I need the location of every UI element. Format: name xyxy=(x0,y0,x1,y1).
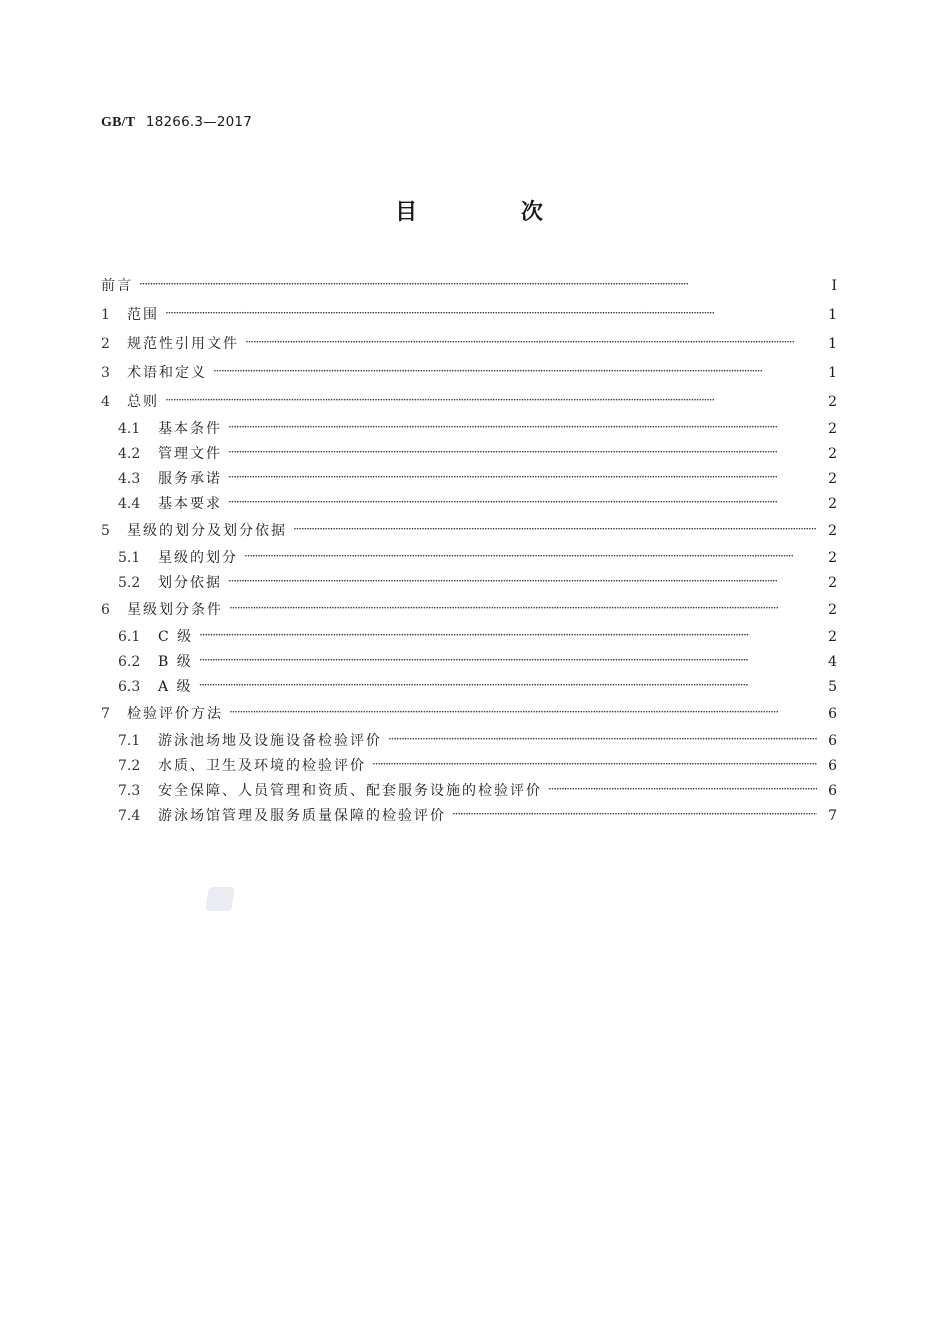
toc-entry-label: 星级的划分 xyxy=(158,550,238,566)
toc-entry-page: 2 xyxy=(828,496,837,512)
toc-entry-number: 4.1 xyxy=(118,421,141,437)
toc-leader-dots xyxy=(244,544,817,569)
toc-entry-page: Ⅰ xyxy=(831,278,837,294)
toc-entry-page: 1 xyxy=(828,365,837,381)
toc-leader-dots xyxy=(293,515,817,544)
toc-entry[interactable] xyxy=(101,729,837,754)
toc-entry-page: 6 xyxy=(828,733,837,749)
toc-leader-dots xyxy=(229,594,817,623)
toc-entry-label: 规范性引用文件 xyxy=(127,336,239,352)
toc-title: 目 次 xyxy=(395,200,591,225)
toc-leader-dots xyxy=(228,440,817,465)
standard-code-prefix: GB/T xyxy=(101,115,136,130)
toc-entry-page: 6 xyxy=(828,758,837,774)
watermark-logo xyxy=(205,887,234,911)
toc-entry[interactable] xyxy=(101,779,837,804)
toc-entry[interactable] xyxy=(101,650,837,675)
toc-leader-dots xyxy=(228,415,817,440)
toc-entry-number: 3 xyxy=(101,365,110,381)
toc-leader-dots xyxy=(228,465,817,490)
toc-entry-label: 游泳场馆管理及服务质量保障的检验评价 xyxy=(158,808,446,824)
toc-entry-number: 4 xyxy=(101,394,110,410)
table-of-contents xyxy=(101,272,837,829)
toc-leader-dots xyxy=(199,673,817,698)
toc-entry-label: 范围 xyxy=(127,307,159,323)
toc-leader-dots xyxy=(388,727,817,752)
toc-entry-page: 2 xyxy=(828,550,837,566)
toc-entry[interactable] xyxy=(101,754,837,779)
toc-entry-page: 1 xyxy=(828,307,837,323)
toc-leader-dots xyxy=(452,802,817,827)
toc-entry-label: 基本要求 xyxy=(158,496,222,512)
toc-entry-label: 划分依据 xyxy=(158,575,222,591)
toc-entry-number: 2 xyxy=(101,336,110,352)
toc-entry[interactable] xyxy=(101,359,837,388)
toc-entry[interactable] xyxy=(101,492,837,517)
toc-entry-page: 2 xyxy=(828,629,837,645)
toc-entry-page: 6 xyxy=(828,706,837,722)
toc-entry[interactable] xyxy=(101,625,837,650)
toc-entry-label: 基本条件 xyxy=(158,421,222,437)
toc-entry-label: 水质、卫生及环境的检验评价 xyxy=(158,758,366,774)
toc-leader-dots xyxy=(199,623,817,648)
toc-entry[interactable] xyxy=(101,442,837,467)
toc-entry[interactable] xyxy=(101,571,837,596)
toc-entry[interactable] xyxy=(101,675,837,700)
standard-code xyxy=(101,114,252,131)
toc-entry-page: 2 xyxy=(828,602,837,618)
toc-entry-page: 5 xyxy=(828,679,837,695)
toc-entry[interactable] xyxy=(101,388,837,417)
toc-entry-label: 游泳池场地及设施设备检验评价 xyxy=(158,733,382,749)
toc-entry-label: 安全保障、人员管理和资质、配套服务设施的检验评价 xyxy=(158,783,542,799)
toc-entry-label: 服务承诺 xyxy=(158,471,222,487)
toc-entry-label: A 级 xyxy=(158,679,193,695)
toc-leader-dots xyxy=(213,357,817,386)
standard-code-number: 18266.3—2017 xyxy=(145,114,253,130)
toc-entry-number: 6 xyxy=(101,602,110,618)
toc-entry[interactable] xyxy=(101,517,837,546)
toc-entry-label: 总则 xyxy=(127,394,159,410)
toc-leader-dots xyxy=(165,386,817,415)
toc-leader-dots xyxy=(548,777,817,802)
toc-entry[interactable] xyxy=(101,804,837,829)
toc-entry[interactable] xyxy=(101,596,837,625)
toc-leader-dots xyxy=(228,490,817,515)
toc-entry[interactable] xyxy=(101,301,837,330)
toc-leader-dots xyxy=(229,698,817,727)
toc-entry-page: 7 xyxy=(828,808,837,824)
toc-leader-dots xyxy=(228,569,817,594)
toc-entry-number: 6.3 xyxy=(118,679,141,695)
toc-entry-label: 前言 xyxy=(101,278,133,294)
toc-entry-label: 星级划分条件 xyxy=(127,602,223,618)
toc-entry-number: 4.4 xyxy=(118,496,141,512)
toc-entry[interactable] xyxy=(101,546,837,571)
toc-entry-label: C 级 xyxy=(158,629,194,645)
toc-entry-number: 7.3 xyxy=(118,783,141,799)
toc-entry-number: 5.2 xyxy=(118,575,141,591)
toc-entry[interactable] xyxy=(101,417,837,442)
toc-entry-page: 2 xyxy=(828,471,837,487)
toc-entry-page: 2 xyxy=(828,446,837,462)
toc-entry-number: 1 xyxy=(101,307,110,323)
toc-leader-dots xyxy=(199,648,817,673)
toc-entry[interactable] xyxy=(101,272,837,301)
toc-entry[interactable] xyxy=(101,700,837,729)
toc-entry-number: 7.1 xyxy=(118,733,141,749)
toc-entry-number: 4.3 xyxy=(118,471,141,487)
toc-entry-number: 5.1 xyxy=(118,550,141,566)
toc-entry-number: 6.1 xyxy=(118,629,141,645)
toc-entry-label: B 级 xyxy=(158,654,193,670)
toc-entry-number: 5 xyxy=(101,523,110,539)
toc-leader-dots xyxy=(372,752,817,777)
toc-entry-number: 7 xyxy=(101,706,110,722)
toc-leader-dots xyxy=(165,299,817,328)
toc-entry-label: 术语和定义 xyxy=(127,365,207,381)
toc-entry-label: 管理文件 xyxy=(158,446,222,462)
toc-entry-page: 6 xyxy=(828,783,837,799)
toc-entry-label: 检验评价方法 xyxy=(127,706,223,722)
toc-entry[interactable] xyxy=(101,467,837,492)
toc-leader-dots xyxy=(245,328,817,357)
toc-entry-page: 1 xyxy=(828,336,837,352)
toc-entry-page: 2 xyxy=(828,523,837,539)
toc-entry-page: 2 xyxy=(828,394,837,410)
toc-leader-dots xyxy=(139,270,817,299)
toc-entry-label: 星级的划分及划分依据 xyxy=(127,523,287,539)
toc-entry-number: 7.2 xyxy=(118,758,141,774)
toc-entry-number: 7.4 xyxy=(118,808,141,824)
toc-entry-number: 4.2 xyxy=(118,446,141,462)
toc-entry-page: 2 xyxy=(828,421,837,437)
toc-entry-number: 6.2 xyxy=(118,654,141,670)
toc-entry[interactable] xyxy=(101,330,837,359)
toc-entry-page: 4 xyxy=(828,654,837,670)
toc-entry-page: 2 xyxy=(828,575,837,591)
